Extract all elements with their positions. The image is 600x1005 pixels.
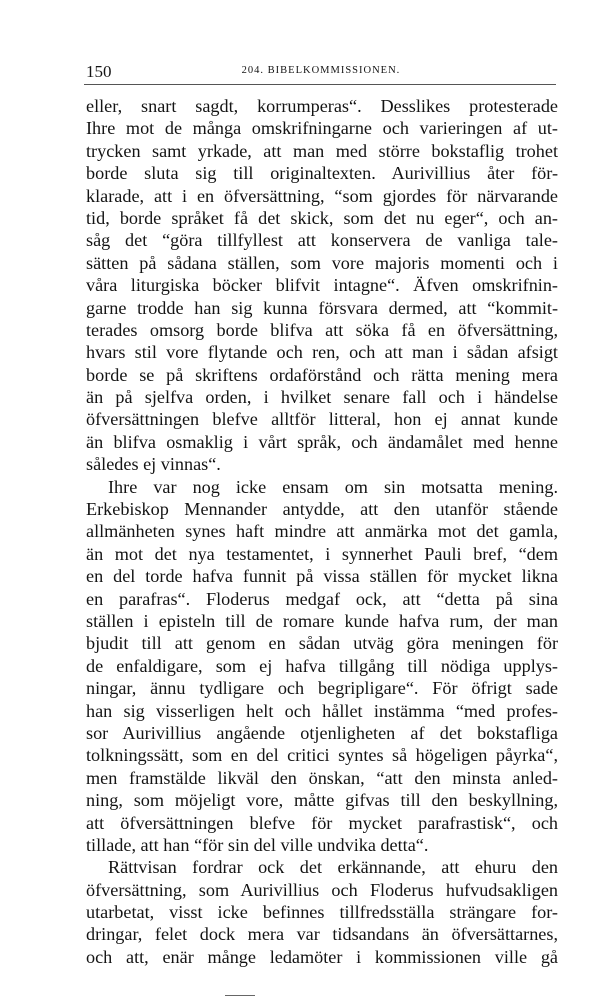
text-line: trycken samt yrkade, att man med större bokstaflig trohet [86,140,558,161]
text-line: eller, snart sagdt, korrumperas“. Desslikes protesterade [86,96,558,116]
text-line: öfversättning, som Aurivillius och Floderus hufvudsakligen [86,879,558,900]
text-line: garne trodde han sig kunna försvara dermed, att “kommit- [86,297,558,318]
page-header [86,62,556,84]
text-line: Ihre mot de många omskrifningarne och varieringen af ut- [86,118,558,139]
text-line: men framstälde likväl den önskan, “att den minsta anled- [86,767,558,788]
text-line: ning, som möjeligt vore, måtte gifvas till den beskyllning, [86,790,558,811]
text-line: än mot det nya testamentet, i synnerhet Pauli bref, “dem [86,543,558,564]
text-line: ställen i episteln till de romare kunde hafva rum, der man [86,610,558,631]
text-line: klarade, att i en öfversättning, “som gjordes för närvarande [86,185,558,206]
page-number: 150 [86,62,112,81]
text-line: de enfaldigare, som ej hafva tillgång till nödiga upplys- [86,655,558,676]
text-line: våra liturgiska böcker blifvit intagne“. Äfven omskrifnin- [86,275,558,296]
text-line: ningar, ännu tydligare och begripligare“. För öfrigt sade [86,678,558,699]
text-line: sätten på sådana ställen, som vore majoris momenti och i [86,252,558,273]
text-line: en del torde hafva funnit på vissa ställen för mycket likna [86,566,558,587]
text-line: allmänheten synes haft mindre att anmärka mot det gamla, [86,521,558,542]
text-line: Ihre var nog icke ensam om sin motsatta mening. [108,476,558,497]
text-line: än på sjelfva orden, i hvilket senare fall och i händelse [86,387,558,408]
running-head: 204. BIBELKOMMISSIONEN. [241,65,401,76]
text-line: dringar, felet dock mera var tidsandans än öfversättarnes, [86,924,558,945]
text-line: Erkebiskop Mennander antydde, att den utanför stående [86,499,558,520]
text-line: terades omsorg borde blifva att söka få en öfversättning, [86,319,558,340]
body-text [86,95,558,968]
text-line: tid, borde språket få det skick, som det nu eger“, och an- [86,207,558,228]
text-line: en parafras“. Floderus medgaf ock, att “detta på sina [86,588,558,609]
text-line: utarbetat, visst icke befinnes tillfredsställa strängare for- [86,902,558,923]
text-line: han sig visserligen helt och hållet instämma “med profes- [86,700,558,721]
text-line: tillade, att han “för sin del ville undvika detta“. [86,834,429,855]
text-line: såg det “göra tillfyllest att konservera de vanliga tale- [86,230,558,251]
text-line: hvars stil vore flytande och ren, och att man i sådan afsigt [86,342,558,363]
text-line: öfversättningen blefve alltför litteral, hon ej annat kunde [86,409,558,430]
text-line: än blifva osmaklig i vårt språk, och ändamålet med henne [86,431,558,452]
text-line: och att, enär månge ledamöter i kommissionen ville gå [86,946,558,967]
text-line: bjudit till att genom en sådan utväg göra meningen för [86,633,558,654]
text-line: sor Aurivillius angående otjenligheten af det bokstafliga [86,722,558,743]
text-line: borde se på skriftens ordaförstånd och rätta mening mera [86,364,558,385]
header-rule [84,84,556,85]
text-line: att öfversättningen blefve för mycket parafrastisk“, och [86,812,558,833]
text-line: borde sluta sig till originaltexten. Aurivillius åter för- [86,163,558,184]
scan-mark [225,995,255,996]
text-line: Rättvisan fordrar ock det erkännande, att ehuru den [108,857,558,878]
text-line: således ej vinnas“. [86,454,221,475]
text-line: tolkningssätt, som en del critici syntes så högeligen påyrka“, [86,745,558,766]
